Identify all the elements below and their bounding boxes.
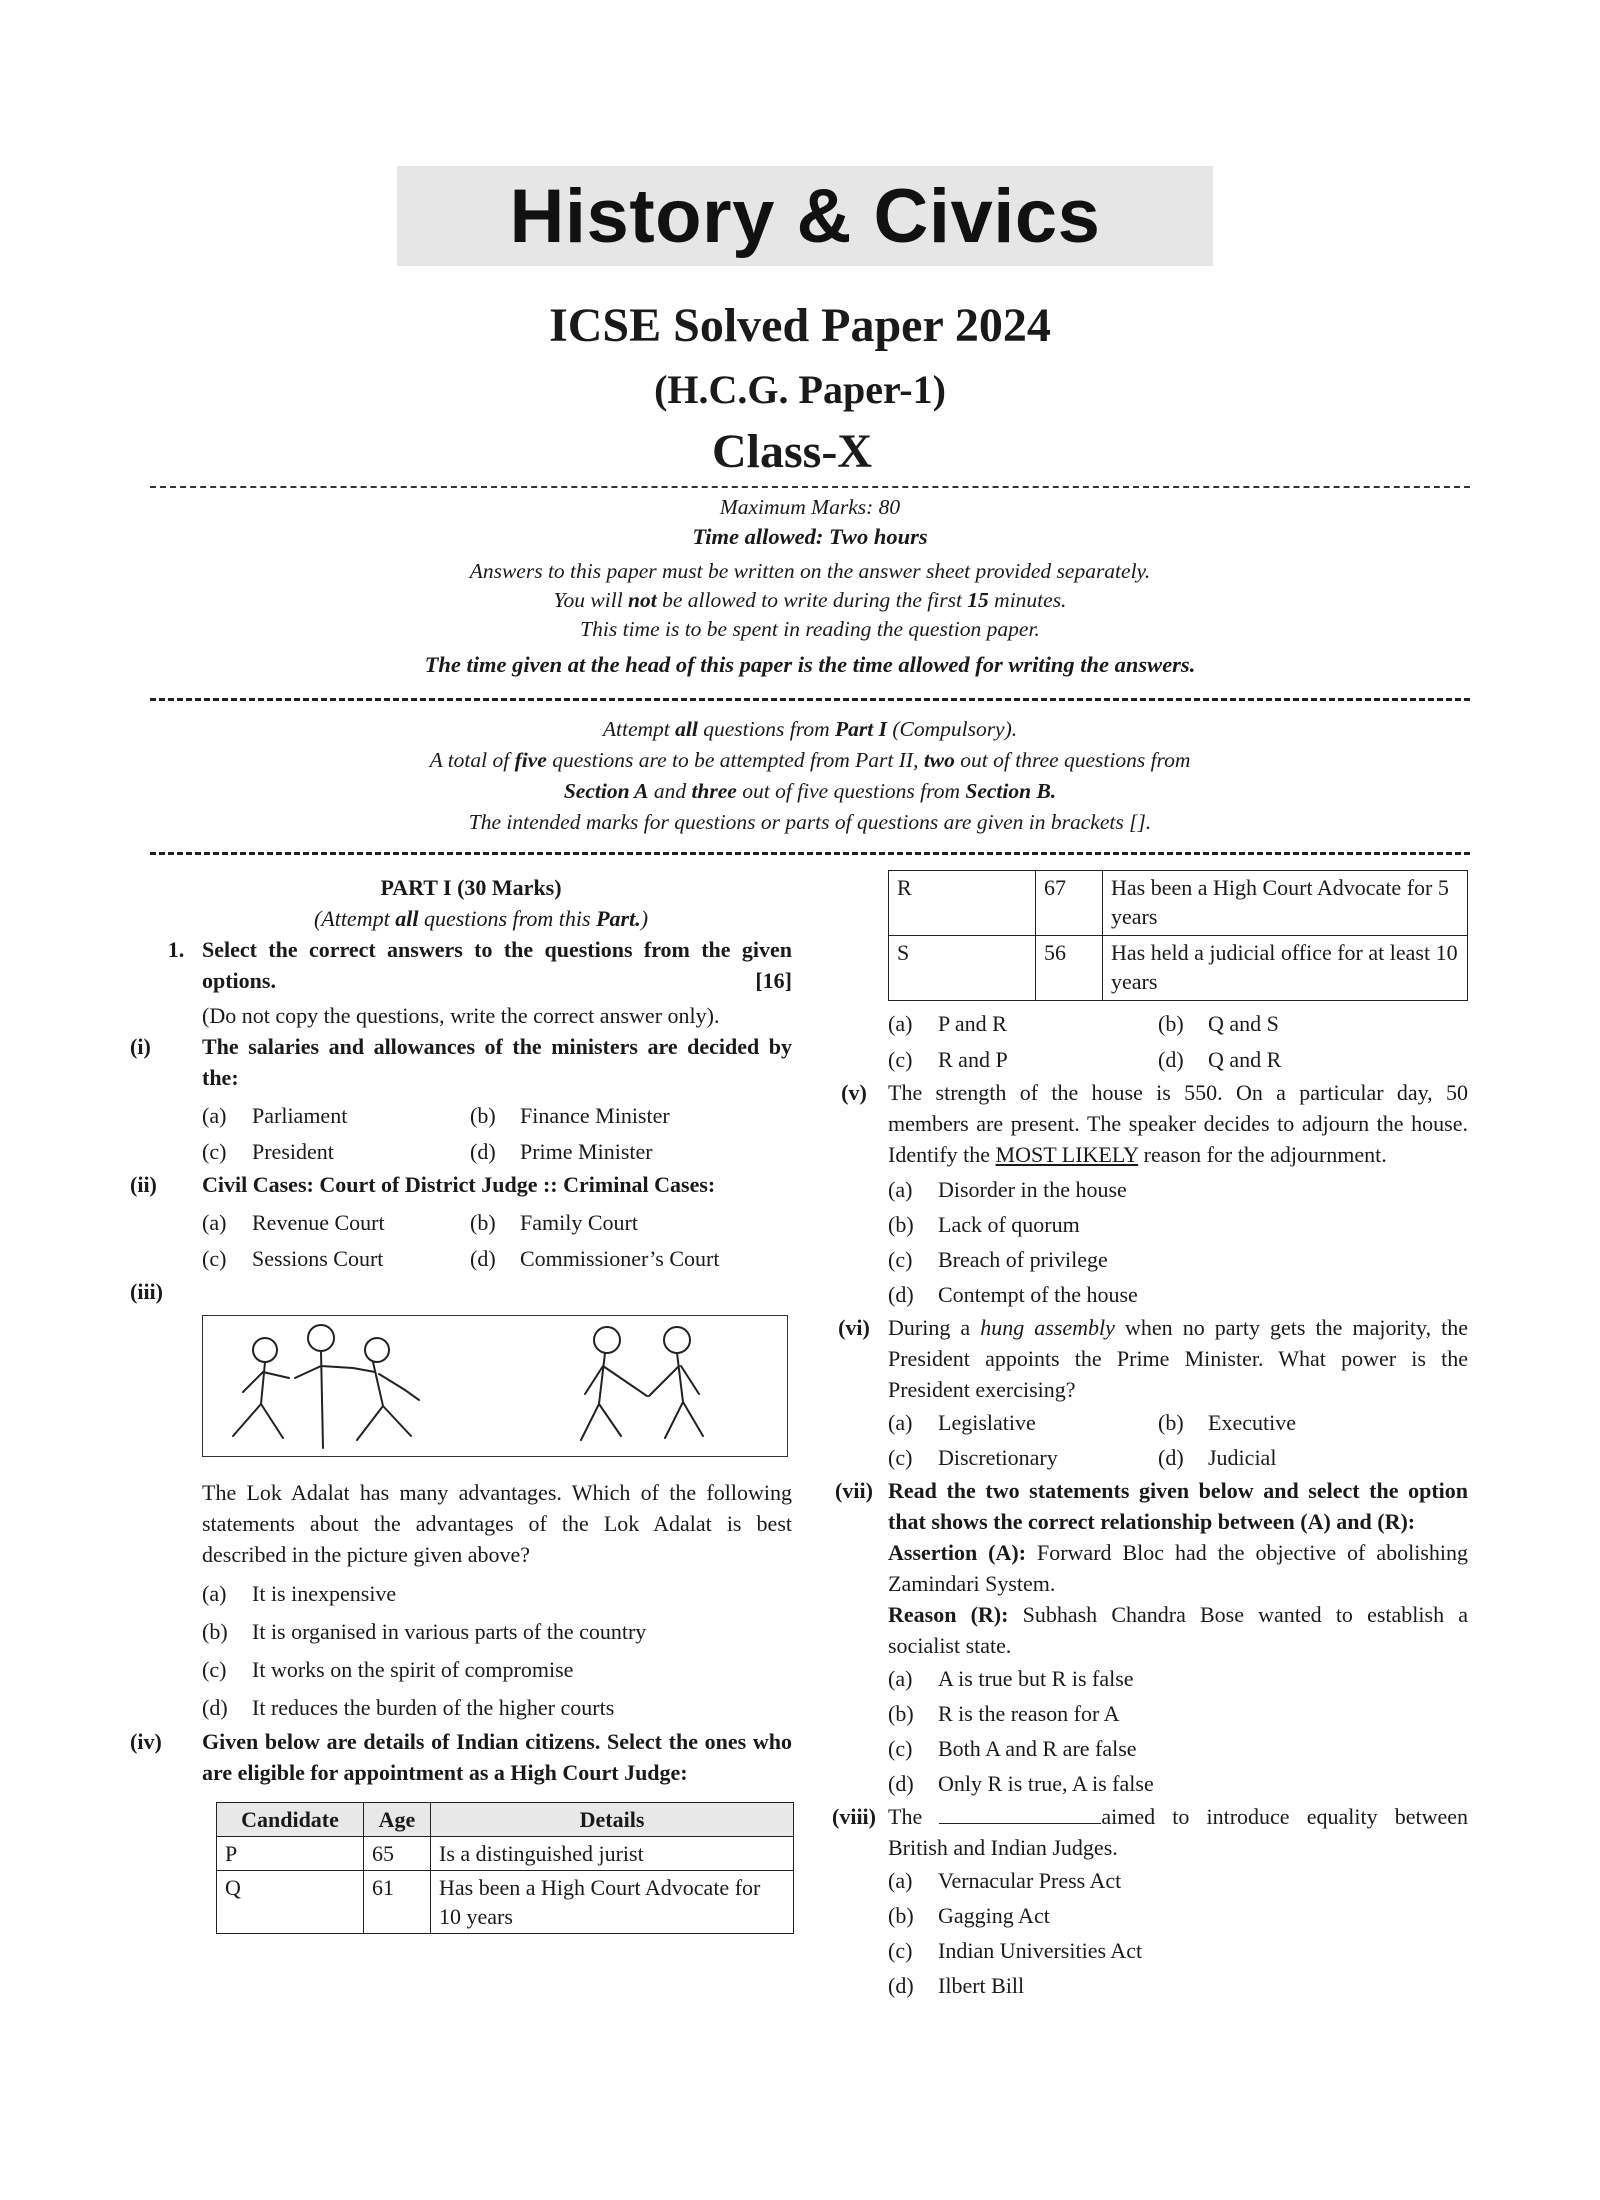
general-instructions [150, 493, 1470, 679]
divider [150, 486, 1470, 488]
time-allowed: Time allowed: Two hours [692, 524, 928, 549]
option[interactable]: (c) R and P [888, 1046, 1008, 1072]
option[interactable]: (a) Parliament [202, 1102, 348, 1128]
option[interactable]: (d) Judicial [1158, 1445, 1277, 1470]
option[interactable]: (b) Executive [1158, 1410, 1296, 1435]
part-subheading: (Attempt all questions from this Part.) [313, 906, 649, 931]
question-v: (v) The strength of the house is 550. On a particular day, 50 members are present. The speaker decides to adjourn the house. Identify the MOST LIKELY reason for the adjournment. [820, 1077, 1468, 1170]
option[interactable]: (b) R is the reason for A [888, 1701, 1120, 1726]
candidates-table [216, 1802, 794, 1934]
question-vi: (vi) During a hung assembly when no party gets the majority, the President appoints the Prime Minister. What power is the President exercising? [820, 1312, 1468, 1405]
option[interactable]: (c) Breach of privilege [888, 1247, 1108, 1272]
options-v [888, 1172, 1468, 1312]
instruction-line: You will not be allowed to write during the first 15 minutes. [553, 588, 1067, 612]
paper-code: (H.C.G. Paper-1) [654, 367, 946, 412]
option[interactable]: (c) Both A and R are false [888, 1736, 1137, 1761]
question-text: The Lok Adalat has many advantages. Which of the following statements about the advantages of the Lok Adalat is best described in the picture given above? [202, 1480, 792, 1567]
option[interactable]: (b) It is organised in various parts of the country [202, 1618, 647, 1644]
option[interactable]: (b) Q and S [1158, 1010, 1279, 1036]
subject-title: History & Civics [509, 173, 1101, 259]
option[interactable]: (a) Revenue Court [202, 1209, 385, 1235]
table-row: R 67 Has been a High Court Advocate for 5 years [889, 871, 1468, 936]
instruction-line: Section A and three out of five questions from Section B. [563, 779, 1057, 803]
table-row: P 65 Is a distinguished jurist [217, 1837, 794, 1871]
options-viii [888, 1863, 1468, 2003]
question-note: (Do not copy the questions, write the correct answer only). [202, 1003, 720, 1028]
candidates-table-continued [888, 870, 1468, 1001]
option[interactable]: (a) Legislative [888, 1410, 1036, 1435]
options-vii [888, 1661, 1468, 1801]
option[interactable]: (d) Contempt of the house [888, 1282, 1138, 1307]
class-label: Class-X [711, 425, 872, 478]
option[interactable]: (c) Indian Universities Act [888, 1938, 1143, 1963]
question-text: The aimed to introduce equality between British and Indian Judges. [888, 1804, 1469, 1860]
question-text: During a hung assembly when no party gets the majority, the President appoints the Prime Minister. What power is the President exercising? [888, 1315, 1469, 1402]
instruction-line: Answers to this paper must be written on the answer sheet provided separately. [469, 559, 1151, 583]
divider [150, 852, 1470, 855]
option[interactable]: (b) Gagging Act [888, 1903, 1050, 1928]
option[interactable]: (d) Only R is true, A is false [888, 1771, 1154, 1796]
assertion: Assertion (A): Forward Bloc had the objective of abolishing Zamindari System. [888, 1540, 1468, 1596]
table-row: Q 61 Has been a High Court Advocate for 10 years [217, 1871, 794, 1934]
question-text: Select the correct answers to the questions from the given options. [202, 937, 792, 993]
option[interactable]: (a) It is inexpensive [202, 1580, 397, 1606]
option[interactable]: (c) President [202, 1138, 334, 1164]
options-iii [202, 1574, 792, 1726]
instruction-line: The time given at the head of this paper is the time allowed for writing the answers. [424, 652, 1196, 677]
column-header: Details [431, 1803, 794, 1837]
options-vi [888, 1405, 1468, 1475]
option[interactable]: (a) P and R [888, 1010, 1007, 1036]
question-text: The strength of the house is 550. On a particular day, 50 members are present. The speaker decides to adjourn the house. Identify the MOST LIKELY reason for the adjournment. [888, 1080, 1468, 1167]
option[interactable]: (c) Sessions Court [202, 1245, 384, 1271]
option[interactable]: (c) Discretionary [888, 1445, 1058, 1470]
question-marks: [16] [755, 968, 792, 993]
title-banner [397, 166, 1213, 266]
instruction-line: Attempt all questions from Part I (Compulsory). [602, 717, 1018, 741]
option[interactable]: (a) A is true but R is false [888, 1666, 1134, 1691]
instruction-line: This time is to be spent in reading the question paper. [580, 617, 1040, 641]
paper-title: ICSE Solved Paper 2024 [549, 299, 1051, 352]
question-viii: (viii) The aimed to introduce equality between British and Indian Judges. [820, 1801, 1468, 1863]
column-header: Age [364, 1803, 431, 1837]
option[interactable]: (d) Q and R [1158, 1046, 1282, 1072]
question-text: Civil Cases: Court of District Judge :: Criminal Cases: [202, 1172, 716, 1197]
max-marks: Maximum Marks: 80 [719, 495, 901, 519]
option[interactable]: (d) It reduces the burden of the higher courts [202, 1694, 615, 1720]
lok-adalat-illustration [202, 1315, 788, 1457]
option[interactable]: (d) Commissioner’s Court [470, 1245, 720, 1271]
question-iii: (iii) [130, 1279, 163, 1304]
option[interactable]: (d) Prime Minister [470, 1138, 653, 1164]
question-text: The salaries and allowances of the ministers are decided by the: [202, 1034, 792, 1090]
option[interactable]: (d) Ilbert Bill [888, 1973, 1025, 1998]
question-iv: (iv) Given below are details of Indian citizens. Select the ones who are eligible for appointment as a High Court Judge: [150, 1726, 792, 1788]
option[interactable]: (a) Vernacular Press Act [888, 1868, 1122, 1893]
instruction-line: A total of five questions are to be attempted from Part II, two out of three questions from [429, 748, 1191, 772]
left-column [130, 872, 792, 1934]
instruction-line: The intended marks for questions or parts of questions are given in brackets []. [468, 810, 1152, 834]
fill-in-blank [939, 1803, 1101, 1824]
question-text: Read the two statements given below and select the option that shows the correct relationship between (A) and (R): [888, 1478, 1468, 1534]
question-text: Given below are details of Indian citizens. Select the ones who are eligible for appointment as a High Court Judge: [202, 1729, 792, 1785]
option[interactable]: (b) Finance Minister [470, 1102, 670, 1128]
part-heading: PART I (30 Marks) [380, 875, 562, 900]
reason: Reason (R): Subhash Chandra Bose wanted to establish a socialist state. [888, 1602, 1468, 1658]
options-iv [888, 1005, 1468, 1077]
question-1: 1. Select the correct answers to the questions from the given options. [16] (Do not copy the questions, write the correct answer only). [150, 934, 792, 1031]
column-header: Candidate [217, 1803, 364, 1837]
options-i [202, 1097, 792, 1169]
option[interactable]: (b) Lack of quorum [888, 1212, 1080, 1237]
table-row: S 56 Has held a judicial office for at least 10 years [889, 936, 1468, 1001]
question-ii: (ii) Civil Cases: Court of District Judge :: Criminal Cases: [150, 1169, 792, 1200]
options-ii [202, 1204, 792, 1276]
table-header-row [217, 1803, 794, 1837]
option[interactable]: (b) Family Court [470, 1209, 638, 1235]
question-i: (i) The salaries and allowances of the ministers are decided by the: [150, 1031, 792, 1093]
attempt-instructions [150, 714, 1470, 838]
divider [150, 698, 1470, 701]
question-vii: (vii) Read the two statements given below and select the option that shows the correct relationship between (A) and (R): Assertion (A): Forward Bloc had the objective of abolishing Zamindari System. Reason (R): Subhash Chandra Bose wanted to establish a socialist state. [820, 1475, 1468, 1661]
right-column [820, 870, 1468, 2003]
option[interactable]: (a) Disorder in the house [888, 1177, 1127, 1202]
option[interactable]: (c) It works on the spirit of compromise [202, 1656, 574, 1682]
